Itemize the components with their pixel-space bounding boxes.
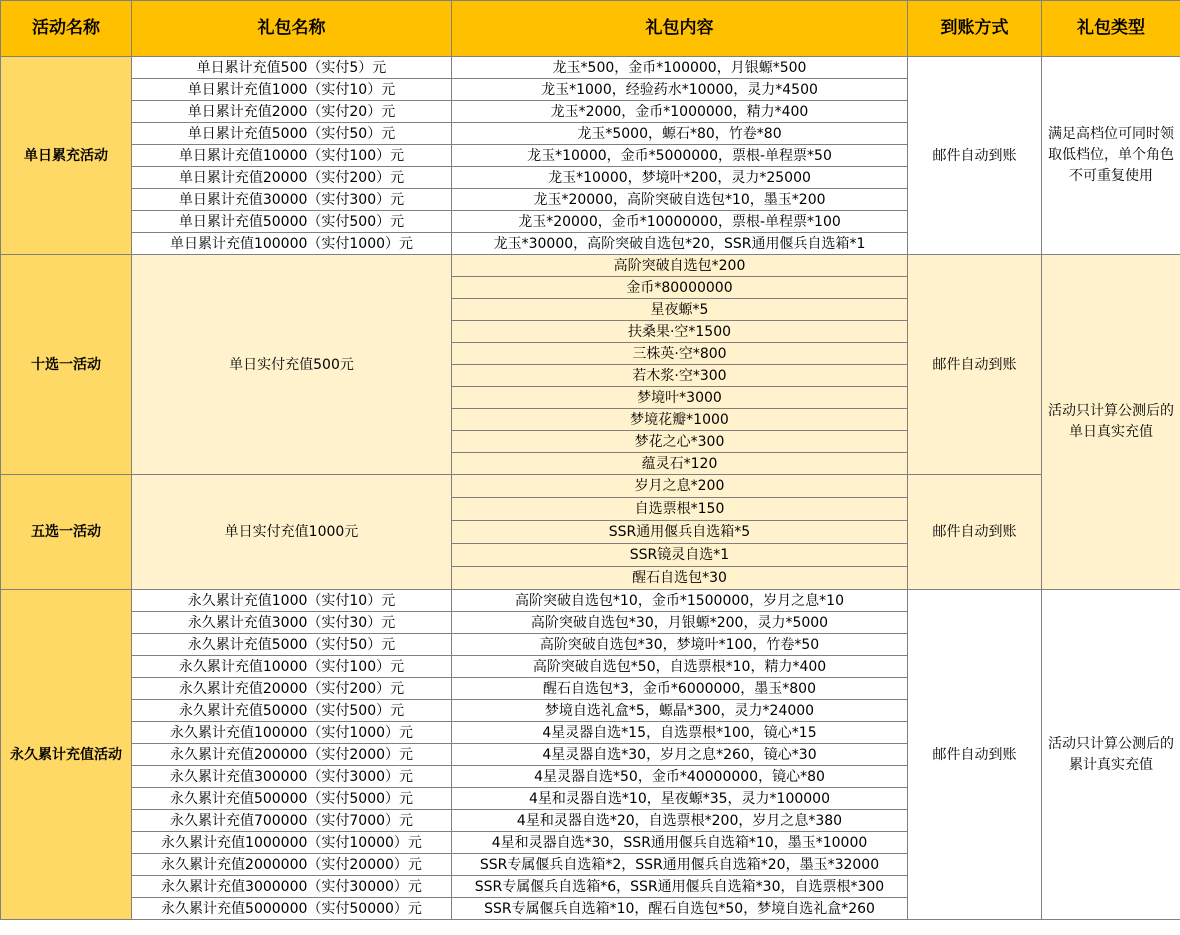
gift-content-cell: 龙玉*500，金币*100000，月银螈*500 xyxy=(452,57,908,79)
gift-content-cell: 龙玉*20000，高阶突破自选包*10，墨玉*200 xyxy=(452,189,908,211)
gift-name-cell: 单日累计充值100000（实付1000）元 xyxy=(132,233,452,255)
gift-content-cell: 4星和灵器自选*20，自选票根*200，岁月之息*380 xyxy=(452,810,908,832)
gift-content-cell: SSR通用偃兵自选箱*5 xyxy=(452,521,908,544)
gift-content-cell: SSR专属偃兵自选箱*10，醒石自选包*50，梦境自选礼盒*260 xyxy=(452,898,908,920)
gift-content-cell: 三株英·空*800 xyxy=(452,343,908,365)
activity-ten-choose-one: 十选一活动 xyxy=(1,255,132,475)
gift-content-cell: 扶桑果·空*1500 xyxy=(452,321,908,343)
gift-type-daily: 满足高档位可同时领取低档位，单个角色不可重复使用 xyxy=(1042,57,1180,255)
gift-name-cell: 永久累计充值10000（实付100）元 xyxy=(132,656,452,678)
gift-name-cell: 永久累计充值2000000（实付20000）元 xyxy=(132,854,452,876)
gift-content-cell: 梦境花瓣*1000 xyxy=(452,409,908,431)
gift-name-cell: 永久累计充值100000（实付1000）元 xyxy=(132,722,452,744)
delivery-permanent: 邮件自动到账 xyxy=(908,590,1042,920)
gift-content-cell: 自选票根*150 xyxy=(452,498,908,521)
gift-content-cell: 岁月之息*200 xyxy=(452,475,908,498)
gift-name-cell: 单日累计充值30000（实付300）元 xyxy=(132,189,452,211)
gift-name-cell: 单日累计充值50000（实付500）元 xyxy=(132,211,452,233)
activity-five-choose-one: 五选一活动 xyxy=(1,475,132,590)
gift-name-cell: 永久累计充值500000（实付5000）元 xyxy=(132,788,452,810)
gift-name-ten: 单日实付充值500元 xyxy=(132,255,452,475)
gift-name-cell: 单日累计充值10000（实付100）元 xyxy=(132,145,452,167)
gift-content-cell: 4星灵器自选*30，岁月之息*260，镜心*30 xyxy=(452,744,908,766)
table-row xyxy=(1,255,1180,277)
gift-name-cell: 永久累计充值20000（实付200）元 xyxy=(132,678,452,700)
gift-content-cell: SSR镜灵自选*1 xyxy=(452,544,908,567)
gift-content-cell: 龙玉*30000，高阶突破自选包*20，SSR通用偃兵自选箱*1 xyxy=(452,233,908,255)
table-row xyxy=(1,57,1180,79)
gift-name-cell: 永久累计充值700000（实付7000）元 xyxy=(132,810,452,832)
gift-content-cell: 梦花之心*300 xyxy=(452,431,908,453)
gift-content-cell: 金币*80000000 xyxy=(452,277,908,299)
activity-permanent: 永久累计充值活动 xyxy=(1,590,132,920)
header-activity-name: 活动名称 xyxy=(1,1,132,57)
gift-content-cell: 龙玉*20000，金币*10000000，票根-单程票*100 xyxy=(452,211,908,233)
gift-content-cell: SSR专属偃兵自选箱*2，SSR通用偃兵自选箱*20，墨玉*32000 xyxy=(452,854,908,876)
gift-name-cell: 永久累计充值50000（实付500）元 xyxy=(132,700,452,722)
header-row xyxy=(1,1,1180,57)
gift-content-cell: 梦境叶*3000 xyxy=(452,387,908,409)
gift-name-cell: 单日累计充值1000（实付10）元 xyxy=(132,79,452,101)
gift-content-cell: 高阶突破自选包*30，梦境叶*100，竹卷*50 xyxy=(452,634,908,656)
gift-content-cell: 醒石自选包*3，金币*6000000，墨玉*800 xyxy=(452,678,908,700)
gift-content-cell: 高阶突破自选包*10，金币*1500000，岁月之息*10 xyxy=(452,590,908,612)
gift-type-permanent: 活动只计算公测后的累计真实充值 xyxy=(1042,590,1180,920)
gift-content-cell: 蕴灵石*120 xyxy=(452,453,908,475)
gift-name-cell: 单日累计充值20000（实付200）元 xyxy=(132,167,452,189)
gift-content-cell: 高阶突破自选包*200 xyxy=(452,255,908,277)
gift-content-cell: 龙玉*2000，金币*1000000，精力*400 xyxy=(452,101,908,123)
gift-content-cell: 龙玉*5000，螈石*80，竹卷*80 xyxy=(452,123,908,145)
gift-content-cell: 龙玉*1000，经验药水*10000，灵力*4500 xyxy=(452,79,908,101)
gift-name-cell: 永久累计充值1000（实付10）元 xyxy=(132,590,452,612)
header-gift-type: 礼包类型 xyxy=(1042,1,1180,57)
gift-content-cell: 高阶突破自选包*50，自选票根*10，精力*400 xyxy=(452,656,908,678)
gift-content-cell: 4星灵器自选*50，金币*40000000，镜心*80 xyxy=(452,766,908,788)
gift-content-cell: 龙玉*10000，金币*5000000，票根-单程票*50 xyxy=(452,145,908,167)
gift-name-cell: 永久累计充值5000000（实付50000）元 xyxy=(132,898,452,920)
gift-content-cell: 星夜螈*5 xyxy=(452,299,908,321)
gift-name-cell: 永久累计充值3000（实付30）元 xyxy=(132,612,452,634)
gift-name-cell: 单日累计充值2000（实付20）元 xyxy=(132,101,452,123)
table-row xyxy=(1,475,1180,498)
gift-name-cell: 单日累计充值500（实付5）元 xyxy=(132,57,452,79)
gift-name-cell: 永久累计充值3000000（实付30000）元 xyxy=(132,876,452,898)
gift-content-cell: SSR专属偃兵自选箱*6，SSR通用偃兵自选箱*30，自选票根*300 xyxy=(452,876,908,898)
gift-content-cell: 醒石自选包*30 xyxy=(452,567,908,590)
gift-content-cell: 4星和灵器自选*10，星夜螈*35，灵力*100000 xyxy=(452,788,908,810)
gift-content-cell: 梦境自选礼盒*5，螈晶*300，灵力*24000 xyxy=(452,700,908,722)
gift-name-cell: 永久累计充值1000000（实付10000）元 xyxy=(132,832,452,854)
delivery-five: 邮件自动到账 xyxy=(908,475,1042,590)
gift-content-cell: 高阶突破自选包*30，月银螈*200，灵力*5000 xyxy=(452,612,908,634)
gift-name-cell: 单日累计充值5000（实付50）元 xyxy=(132,123,452,145)
table-row xyxy=(1,590,1180,612)
gift-name-cell: 永久累计充值200000（实付2000）元 xyxy=(132,744,452,766)
delivery-ten: 邮件自动到账 xyxy=(908,255,1042,475)
gift-name-five: 单日实付充值1000元 xyxy=(132,475,452,590)
gift-content-cell: 4星灵器自选*15，自选票根*100，镜心*15 xyxy=(452,722,908,744)
delivery-daily: 邮件自动到账 xyxy=(908,57,1042,255)
gift-content-cell: 4星和灵器自选*30，SSR通用偃兵自选箱*10，墨玉*10000 xyxy=(452,832,908,854)
header-gift-content: 礼包内容 xyxy=(452,1,908,57)
gift-name-cell: 永久累计充值300000（实付3000）元 xyxy=(132,766,452,788)
gift-type-choice: 活动只计算公测后的单日真实充值 xyxy=(1042,255,1180,590)
header-gift-name: 礼包名称 xyxy=(132,1,452,57)
activity-daily: 单日累充活动 xyxy=(1,57,132,255)
header-delivery: 到账方式 xyxy=(908,1,1042,57)
gift-content-cell: 若木浆·空*300 xyxy=(452,365,908,387)
gift-name-cell: 永久累计充值5000（实付50）元 xyxy=(132,634,452,656)
gift-content-cell: 龙玉*10000，梦境叶*200，灵力*25000 xyxy=(452,167,908,189)
